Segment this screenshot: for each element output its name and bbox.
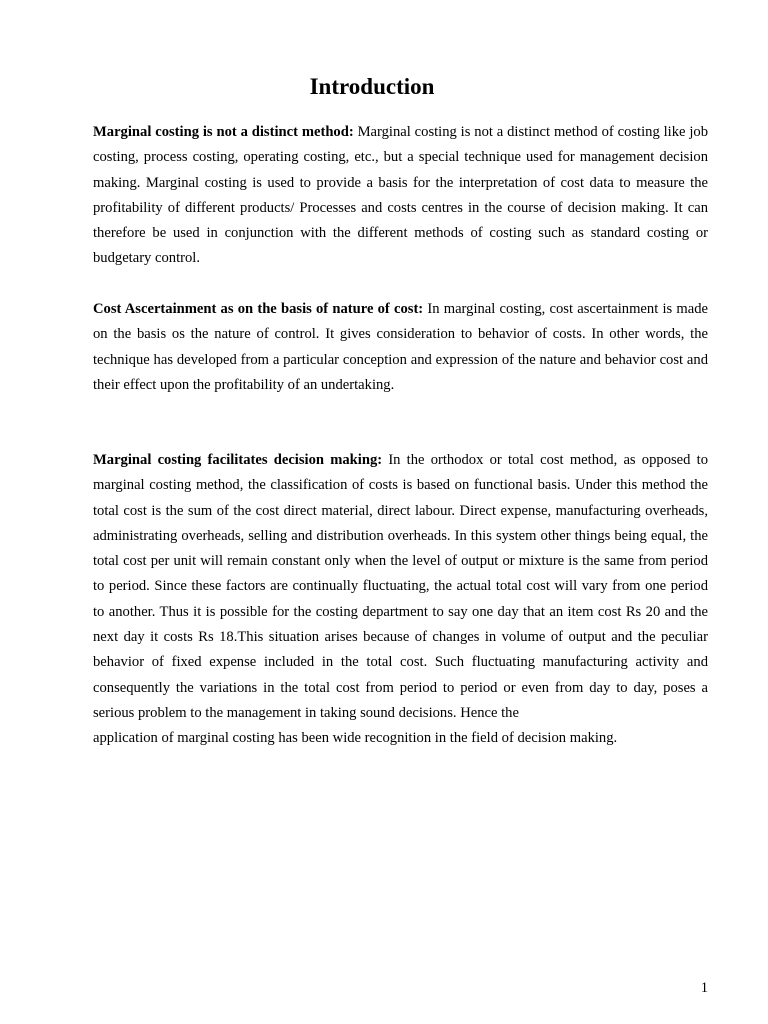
paragraph-cost-ascertainment [93, 297, 708, 398]
paragraph-body: Marginal costing is not a distinct method of costing like job costing, process costing, operating costing, etc., but a special technique used for management decision making. Marginal costing is used to provide a basis for the interpretation of cost data to measure the profitability of different products/ Processes and costs centres in the course of decision making. It can therefore be used in conjunction with the different methods of costing such as standard costing or budgetary control. [93, 124, 709, 267]
paragraph-body: In the orthodox or total cost method, as opposed to marginal costing method, the classification of costs is based on functional basis. Under this method the total cost is the sum of the cost direct material, direct labour. Direct expense, manufacturing overheads, administrating overheads, selling and distribution overheads. In this system other things being equal, the total cost per unit will remain constant only when the level of output or mixture is the same from period to period. Since these factors are continually fluctuating, the actual total cost will vary from one period to another. Thus it is possible for the costing department to say one day that an item cost Rs 20 and the next day it costs Rs 18.This situation arises because of changes in volume of output and the peculiar behavior of fixed expense included in the total cost. Such fluctuating manufacturing activity and consequently the variations in the total cost from period to period or even from day to day, poses a serious problem to the management in taking sound decisions. Hence the [93, 452, 708, 721]
page-title: Introduction [309, 74, 435, 99]
paragraph-decision-making [93, 448, 708, 752]
page-number: 1 [700, 980, 708, 996]
paragraph-tail-line: application of marginal costing has been wide recognition in the field of decision making. [93, 730, 618, 747]
paragraph-marginal-costing-method [93, 120, 708, 272]
paragraph-body: In marginal costing, cost ascertainment is made on the basis os the nature of control. It gives consideration to behavior of costs. In other words, the technique has developed from a particular conception and expression of the nature and behavior cost and their effect upon the profitability of an undertaking. [93, 301, 708, 393]
paragraph-heading: Marginal costing facilitates decision making: [93, 452, 383, 468]
paragraph-heading: Cost Ascertainment as on the basis of nature of cost: [93, 301, 424, 317]
paragraph-heading: Marginal costing is not a distinct method: [93, 124, 354, 140]
